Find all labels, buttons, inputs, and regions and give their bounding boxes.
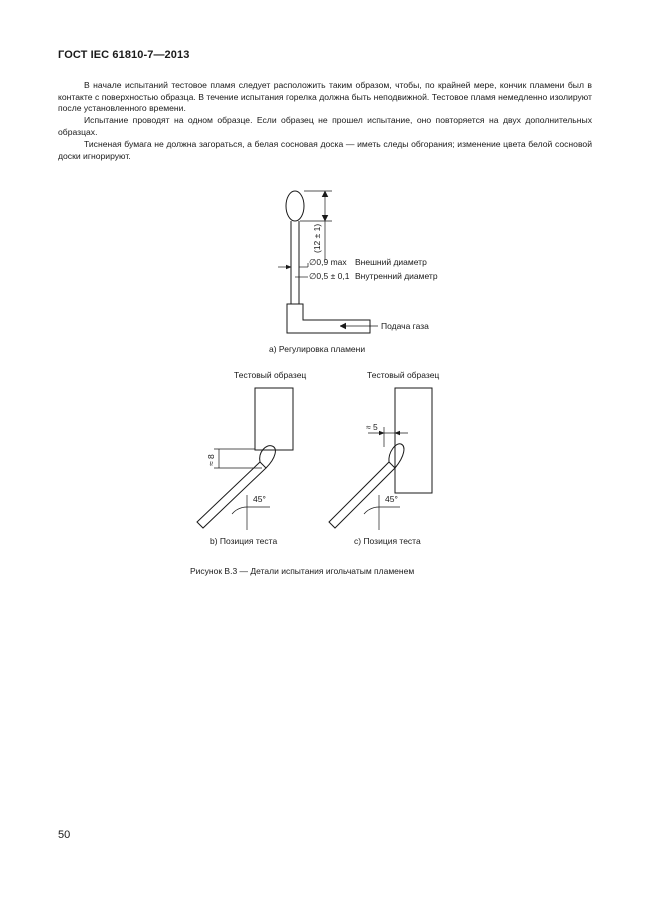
outer-diameter-value: ∅0,9 max [309,257,347,267]
outer-diameter-label: Внешний диаметр [355,257,427,267]
caption-a: a) Регулировка пламени [269,344,366,354]
flame-shape [286,191,304,221]
gas-supply-label: Подача газа [381,321,429,331]
dimension-8-label: ≈ 8 [206,454,216,466]
caption-c: c) Позиция теста [354,536,421,546]
test-position-c-diagram [329,388,432,530]
specimen-b [255,388,293,450]
paragraph-1: В начале испытаний тестовое пламя следует расположить таким образом, чтобы, по крайней мере, кончик пламени был в контакте с поверхностью образца. В течение испытания горелка должна быть неподвижной. Тестовое пламя немедленно изолируют после установленного времени. [58,80,592,114]
inner-diameter-value: ∅0,5 ± 0,1 [309,271,350,281]
specimen-label-c: Тестовый образец [367,370,440,380]
specimen-c [395,388,432,493]
specimen-label-b: Тестовый образец [234,370,307,380]
angle-label-b: 45° [253,494,266,504]
caption-b: b) Позиция теста [210,536,278,546]
paragraph-2: Испытание проводят на одном образце. Если образец не прошел испытание, оно повторяется на двух дополнительных образцах. [58,115,592,137]
figure-caption: Рисунок В.3 — Детали испытания игольчатым пламенем [190,566,415,576]
angle-label-c: 45° [385,494,398,504]
burner-body [287,304,370,333]
document-header: ГОСТ IEC 61810-7—2013 [58,49,190,61]
paragraph-3: Тисненая бумага не должна загораться, а белая сосновая доска — иметь следы обгорания; изменение цвета белой сосновой доски игнорируют. [58,139,592,161]
dimension-5-label: ≈ 5 [366,422,378,432]
inner-diameter-label: Внутренний диаметр [355,271,438,281]
dimension-12-label: (12 ± 1) [312,223,322,253]
page-number: 50 [58,829,71,841]
